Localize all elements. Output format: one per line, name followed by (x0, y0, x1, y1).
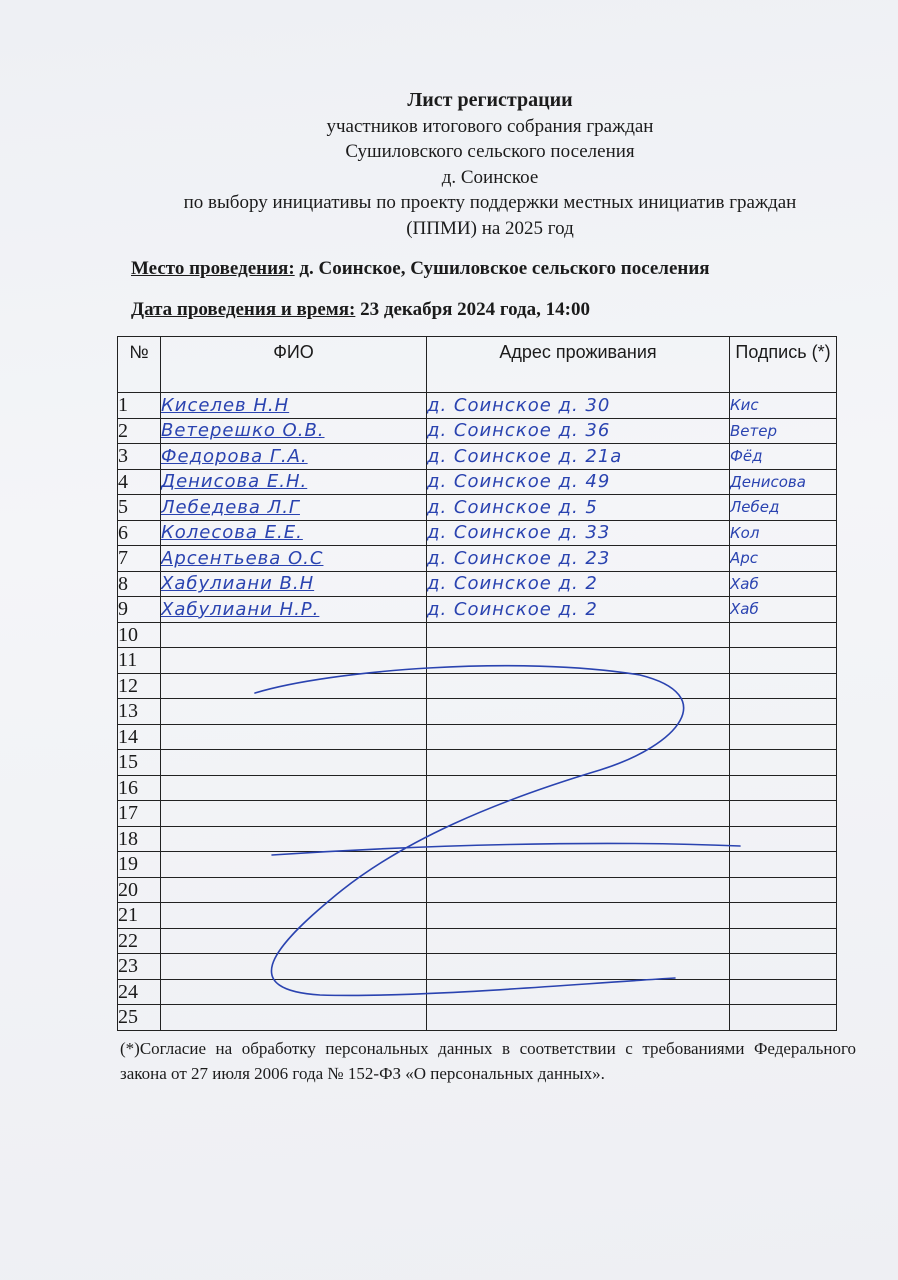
row-number: 4 (118, 469, 161, 495)
row-full-name (161, 750, 427, 776)
table-row (118, 673, 837, 699)
row-address: д. Соинское д. 36 (427, 418, 730, 444)
row-signature: Хаб (730, 571, 837, 597)
row-full-name: Колесова Е.Е. (161, 520, 427, 546)
row-address (427, 877, 730, 903)
row-signature (730, 801, 837, 827)
table-row (118, 775, 837, 801)
meeting-date-value: 23 декабря 2024 года, 14:00 (360, 299, 590, 320)
row-signature: Арс (730, 546, 837, 572)
row-full-name: Лебедева Л.Г (161, 495, 427, 521)
row-address: д. Соинское д. 5 (427, 495, 730, 521)
table-row (118, 801, 837, 827)
row-address (427, 673, 730, 699)
table-row (118, 622, 837, 648)
row-number: 1 (118, 393, 161, 419)
row-address (427, 954, 730, 980)
row-address (427, 648, 730, 674)
row-full-name (161, 826, 427, 852)
row-number: 24 (118, 979, 161, 1005)
row-number: 2 (118, 418, 161, 444)
table-row (118, 903, 837, 929)
row-full-name (161, 648, 427, 674)
table-row (118, 750, 837, 776)
table-header-row (118, 337, 837, 393)
table-row (118, 928, 837, 954)
meeting-place (131, 258, 710, 280)
column-header-signature: Подпись (*) (730, 337, 837, 393)
row-number: 5 (118, 495, 161, 521)
row-full-name (161, 877, 427, 903)
row-signature: Ветер (730, 418, 837, 444)
table-row (118, 495, 837, 521)
header-line-1: участников итогового собрания граждан (326, 115, 654, 137)
row-signature (730, 699, 837, 725)
row-number: 23 (118, 954, 161, 980)
meeting-place-label: Место проведения: (131, 258, 295, 279)
row-number: 17 (118, 801, 161, 827)
row-signature: Денисова (730, 469, 837, 495)
column-header-address: Адрес проживания (427, 337, 730, 393)
document-title: Лист регистрации (407, 89, 573, 111)
row-full-name (161, 724, 427, 750)
row-number: 25 (118, 1005, 161, 1031)
table-row (118, 852, 837, 878)
row-signature (730, 750, 837, 776)
row-address (427, 1005, 730, 1031)
row-number: 16 (118, 775, 161, 801)
table-row (118, 418, 837, 444)
row-full-name: Денисова Е.Н. (161, 469, 427, 495)
row-address (427, 979, 730, 1005)
header-line-3: д. Соинское (441, 166, 539, 188)
table-row (118, 1005, 837, 1031)
table-row (118, 469, 837, 495)
row-address (427, 903, 730, 929)
table-row (118, 648, 837, 674)
row-address (427, 699, 730, 725)
row-address (427, 775, 730, 801)
header-line-4: по выбору инициативы по проекту поддержки местных инициатив граждан (183, 192, 797, 213)
row-address (427, 826, 730, 852)
row-full-name (161, 954, 427, 980)
table-row (118, 826, 837, 852)
column-header-name: ФИО (161, 337, 427, 393)
row-address (427, 928, 730, 954)
row-number: 10 (118, 622, 161, 648)
row-signature: Кол (730, 520, 837, 546)
row-address: д. Соинское д. 21а (427, 444, 730, 470)
row-full-name (161, 801, 427, 827)
registration-table (117, 336, 837, 1031)
row-signature (730, 724, 837, 750)
row-number: 22 (118, 928, 161, 954)
meeting-date (131, 299, 590, 321)
table-row (118, 571, 837, 597)
row-address: д. Соинское д. 33 (427, 520, 730, 546)
row-full-name: Арсентьева О.С (161, 546, 427, 572)
row-full-name (161, 852, 427, 878)
row-signature (730, 1005, 837, 1031)
row-full-name (161, 622, 427, 648)
table-row (118, 724, 837, 750)
row-signature: Фёд (730, 444, 837, 470)
row-signature (730, 622, 837, 648)
column-header-number: № (118, 337, 161, 393)
row-signature: Хаб (730, 597, 837, 623)
row-signature (730, 903, 837, 929)
row-full-name: Хабулиани В.Н (161, 571, 427, 597)
row-address: д. Соинское д. 30 (427, 393, 730, 419)
row-signature (730, 673, 837, 699)
row-address (427, 750, 730, 776)
row-signature: Лебед (730, 495, 837, 521)
footnote-consent: (*)Согласие на обработку персональных данных в соответствии с требованиями Федерального закона от 27 июля 2006 года № 152-ФЗ «О персональных данных». (120, 1039, 856, 1083)
row-address (427, 801, 730, 827)
row-signature (730, 852, 837, 878)
row-full-name (161, 699, 427, 725)
row-full-name (161, 1005, 427, 1031)
row-signature (730, 877, 837, 903)
row-number: 12 (118, 673, 161, 699)
row-number: 20 (118, 877, 161, 903)
table-row (118, 393, 837, 419)
row-number: 14 (118, 724, 161, 750)
row-address (427, 724, 730, 750)
row-signature (730, 775, 837, 801)
meeting-date-label: Дата проведения и время: (131, 299, 356, 320)
table-row (118, 520, 837, 546)
table-row (118, 979, 837, 1005)
row-number: 7 (118, 546, 161, 572)
row-full-name: Ветерешко О.В. (161, 418, 427, 444)
document-header (110, 88, 870, 241)
row-signature (730, 648, 837, 674)
row-number: 21 (118, 903, 161, 929)
row-full-name (161, 775, 427, 801)
row-number: 9 (118, 597, 161, 623)
row-address: д. Соинское д. 49 (427, 469, 730, 495)
row-signature (730, 826, 837, 852)
row-number: 3 (118, 444, 161, 470)
table-row (118, 597, 837, 623)
row-number: 11 (118, 648, 161, 674)
row-signature (730, 979, 837, 1005)
row-number: 18 (118, 826, 161, 852)
table-row (118, 444, 837, 470)
meeting-place-value: д. Соинское, Сушиловское сельского поселения (299, 258, 710, 279)
table-row (118, 699, 837, 725)
header-line-5: (ППМИ) на 2025 год (406, 217, 574, 239)
row-address (427, 622, 730, 648)
row-number: 15 (118, 750, 161, 776)
row-address (427, 852, 730, 878)
row-full-name (161, 903, 427, 929)
row-full-name (161, 979, 427, 1005)
row-number: 19 (118, 852, 161, 878)
row-full-name: Федорова Г.А. (161, 444, 427, 470)
row-number: 6 (118, 520, 161, 546)
row-address: д. Соинское д. 2 (427, 597, 730, 623)
table-body (118, 393, 837, 1031)
row-full-name (161, 673, 427, 699)
row-full-name: Хабулиани Н.Р. (161, 597, 427, 623)
row-number: 8 (118, 571, 161, 597)
header-line-2: Сушиловского сельского поселения (345, 141, 635, 162)
row-number: 13 (118, 699, 161, 725)
row-full-name (161, 928, 427, 954)
row-signature (730, 928, 837, 954)
table-row (118, 954, 837, 980)
table-row (118, 546, 837, 572)
row-address: д. Соинское д. 2 (427, 571, 730, 597)
row-address: д. Соинское д. 23 (427, 546, 730, 572)
row-signature: Кис (730, 393, 837, 419)
row-signature (730, 954, 837, 980)
row-full-name: Киселев Н.Н (161, 393, 427, 419)
table-row (118, 877, 837, 903)
